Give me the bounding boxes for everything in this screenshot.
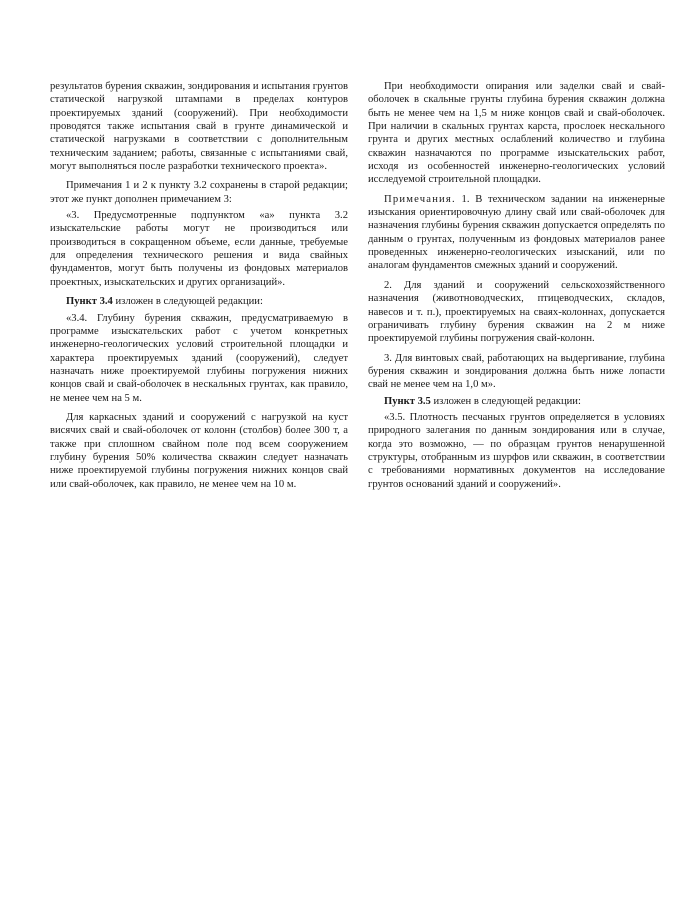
right-paragraph-4: 3. Для винтовых свай, работающих на выдергивание, глубина бурения скважин и зондирования должна быть ниже лопасти свай не менее чем на 1,0 м». [368, 352, 665, 391]
clause-reference: Пункт 3.5 [384, 395, 431, 407]
right-column [368, 80, 665, 491]
right-paragraph-5 [368, 395, 665, 408]
clause-reference-text: изложен в следующей редакции: [112, 296, 263, 308]
notes-text: 1. В техническом задании на инженерные изыскания ориентировочную длину свай или свай-оболочек для назначения глубины бурения скважин допускается определять по данным о грунтах, полученным из фондовых материалов ранее проведенных инженерно-геологических изысканий, или по аналогам фундаментов смежных зданий и сооружений. [368, 193, 665, 272]
right-paragraph-2 [368, 193, 665, 273]
left-paragraph-5: «3.4. Глубину бурения скважин, предусматриваемую в программе изыскательских работ с учетом конкретных инженерно-геологических условий строительной площадки и характера проектируемых зданий (сооружений), следует назначать ниже проектируемой глубины погружения нижних концов свай и свай-оболочек в нескальных грунтах, как правило, не менее чем на 5 м. [50, 312, 348, 404]
right-paragraph-6: «3.5. Плотность песчаных грунтов определяется в условиях природного залегания по данным зондирования или в случае, когда это возможно, — по образцам грунтов ненарушенной структуры, отобранным из шурфов или скважин, в соответствии с требованиями нормативных документов на исследование грунтов оснований зданий и сооружений». [368, 411, 665, 490]
right-paragraph-1: При необходимости опирания или заделки свай и свай-оболочек в скальные грунты глубина бурения скважин должна быть не менее чем на 1,5 м ниже концов свай и свай-оболочек. При наличии в скальных грунтах карста, прослоек нескального грунта и других местных ослаблений количество и глубина скважин назначаются по программе изыскательских работ, исходя из особенностей инженерно-геологических условий исследуемой строительной площадки. [368, 81, 665, 186]
clause-reference: Пункт 3.4 [66, 296, 113, 308]
left-paragraph-2: Примечания 1 и 2 к пункту 3.2 сохранены в старой редакции; этот же пункт дополнен примечанием 3: [50, 180, 348, 205]
left-column [50, 80, 348, 491]
left-paragraph-4 [50, 295, 348, 308]
left-paragraph-6: Для каркасных зданий и сооружений с нагрузкой на куст висячих свай и свай-оболочек от колонн (столбов) более 300 т, а также при сплошном свайном поле под всем сооружением глубину бурения 50% количества скважин следует назначать ниже проектируемой глубины погружения нижних концов свай или свай-оболочек, как правило, не менее чем на 10 м. [50, 411, 348, 490]
left-paragraph-1: результатов бурения скважин, зондирования и испытания грунтов статической нагрузкой штампами в пределах контуров проектируемых зданий (сооружений). При необходимости проводятся также испытания свай в грунте динамической и статической нагрузками в соответствии с дополнительным техническим заданием; работы, связанные с испытаниями свай, могут выполняться после разработки технического проекта». [50, 81, 348, 173]
right-paragraph-3: 2. Для зданий и сооружений сельскохозяйственного назначения (животноводческих, птицеводческих, складов, навесов и т. п.), проектируемых на сваях-колоннах, допускается ограничивать глубину бурения скважин на 2 м ниже проектируемой глубины погружения свай-колонн. [368, 279, 665, 345]
notes-heading: Примечания. [384, 193, 456, 205]
left-paragraph-3: «3. Предусмотренные подпунктом «а» пункта 3.2 изыскательские работы могут не производиться или производиться в сокращенном объеме, если данные, требуемые для определения технического решения и вида свайных фундаментов, могут быть получены из фондовых материалов проектных, изыскательских и других организаций». [50, 210, 348, 288]
clause-reference-text: изложен в следующей редакции: [430, 395, 581, 407]
